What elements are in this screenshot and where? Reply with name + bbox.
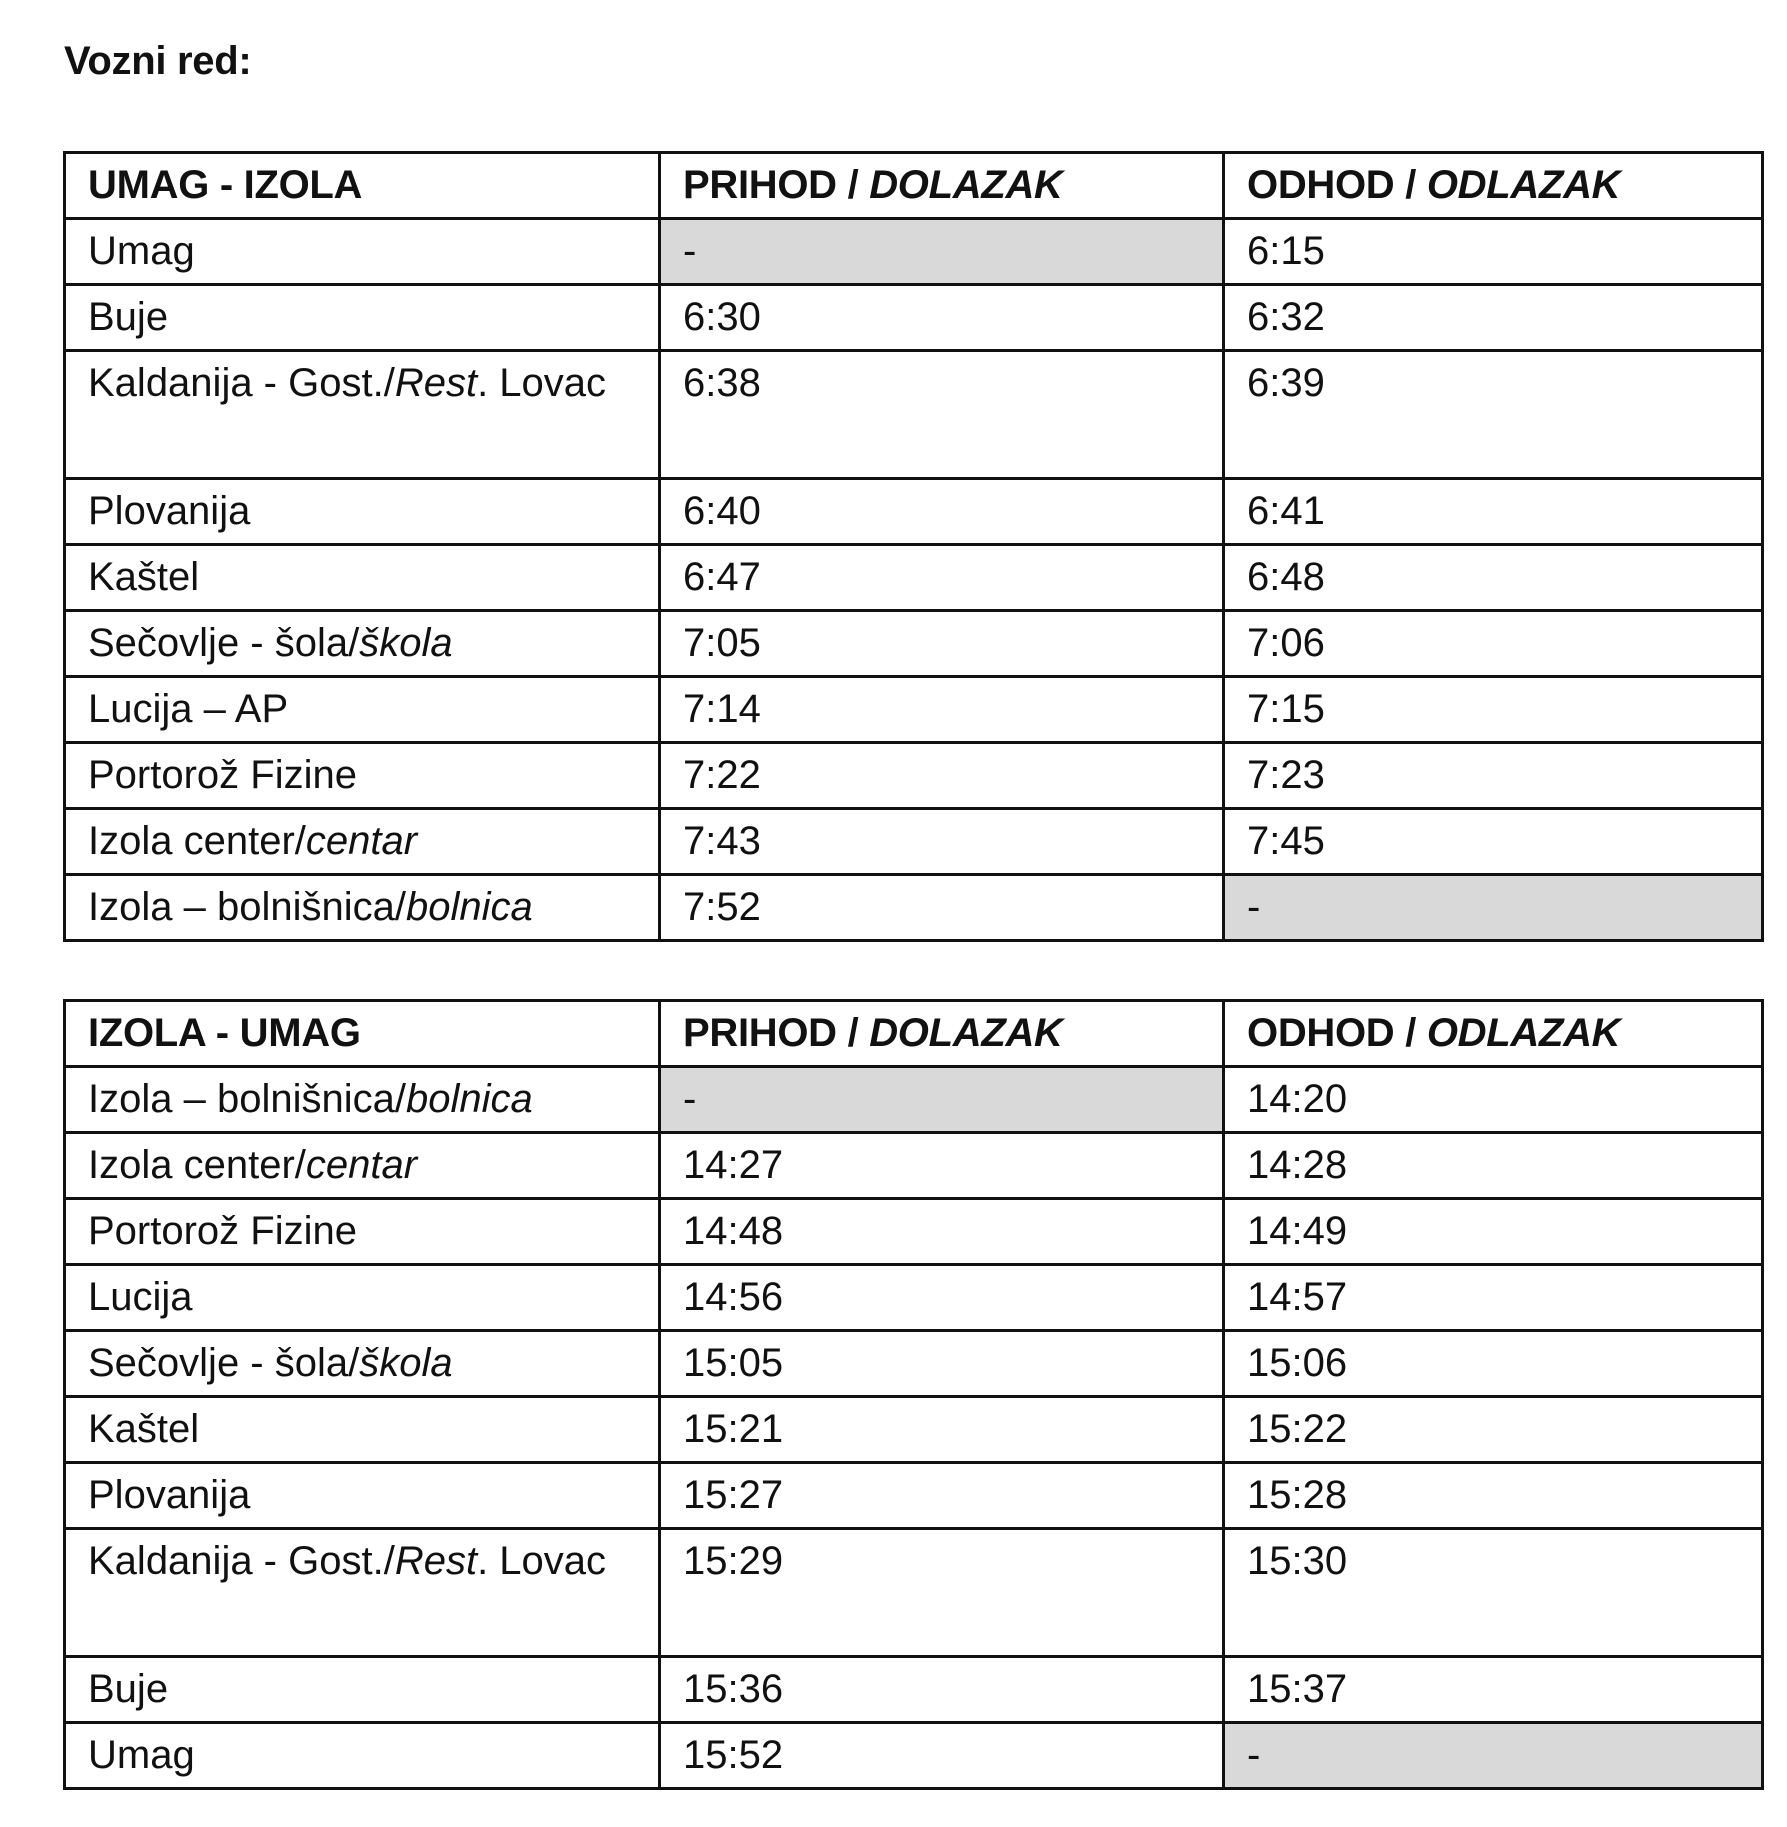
- table-row: [65, 1723, 1763, 1789]
- table-row: [65, 1397, 1763, 1463]
- table-header-row: [65, 153, 1763, 219]
- stop-name: Kaštel: [65, 545, 660, 611]
- arrival-header: PRIHOD / DOLAZAK: [660, 153, 1224, 219]
- departure-time: 15:06: [1224, 1331, 1763, 1397]
- departure-time: 15:22: [1224, 1397, 1763, 1463]
- departure-time: 6:41: [1224, 479, 1763, 545]
- departure-header: ODHOD / ODLAZAK: [1224, 1001, 1763, 1067]
- arrival-time: 7:22: [660, 743, 1224, 809]
- departure-time: -: [1224, 875, 1763, 941]
- departure-time: 14:57: [1224, 1265, 1763, 1331]
- arrival-time: 15:21: [660, 1397, 1224, 1463]
- departure-time: 15:30: [1224, 1529, 1763, 1657]
- table-row: [65, 611, 1763, 677]
- departure-time: 15:28: [1224, 1463, 1763, 1529]
- table-row: [65, 1463, 1763, 1529]
- arrival-time: 6:30: [660, 285, 1224, 351]
- arrival-time: 7:43: [660, 809, 1224, 875]
- table-row: [65, 1133, 1763, 1199]
- departure-time: -: [1224, 1723, 1763, 1789]
- table-row: [65, 479, 1763, 545]
- stop-name: Sečovlje - šola/škola: [65, 1331, 660, 1397]
- departure-time: 14:49: [1224, 1199, 1763, 1265]
- departure-time: 14:28: [1224, 1133, 1763, 1199]
- stop-name: Sečovlje - šola/škola: [65, 611, 660, 677]
- departure-time: 7:06: [1224, 611, 1763, 677]
- table-row: [65, 1067, 1763, 1133]
- arrival-time: 15:27: [660, 1463, 1224, 1529]
- stop-name: Buje: [65, 1657, 660, 1723]
- arrival-time: 15:05: [660, 1331, 1224, 1397]
- table-row: [65, 285, 1763, 351]
- stop-name: Buje: [65, 285, 660, 351]
- arrival-time: 14:56: [660, 1265, 1224, 1331]
- departure-time: 7:45: [1224, 809, 1763, 875]
- arrival-time: 7:52: [660, 875, 1224, 941]
- departure-time: 7:23: [1224, 743, 1763, 809]
- table-header-row: [65, 1001, 1763, 1067]
- arrival-time: -: [660, 219, 1224, 285]
- table-row: [65, 219, 1763, 285]
- table-row: [65, 1657, 1763, 1723]
- stop-name: Izola – bolnišnica/bolnica: [65, 1067, 660, 1133]
- departure-time: 6:48: [1224, 545, 1763, 611]
- stop-name: Kaldanija - Gost./Rest. Lovac: [65, 351, 660, 479]
- stop-name: Plovanija: [65, 479, 660, 545]
- departure-time: 6:39: [1224, 351, 1763, 479]
- table-row: [65, 809, 1763, 875]
- table-row: [65, 545, 1763, 611]
- departure-time: 6:15: [1224, 219, 1763, 285]
- stop-name: Plovanija: [65, 1463, 660, 1529]
- table-row: [65, 351, 1763, 479]
- arrival-time: 7:05: [660, 611, 1224, 677]
- arrival-time: 15:52: [660, 1723, 1224, 1789]
- arrival-time: 14:27: [660, 1133, 1224, 1199]
- stop-name: Kaldanija - Gost./Rest. Lovac: [65, 1529, 660, 1657]
- route-header: IZOLA - UMAG: [65, 1001, 660, 1067]
- stop-name: Portorož Fizine: [65, 743, 660, 809]
- arrival-time: 15:29: [660, 1529, 1224, 1657]
- departure-time: 6:32: [1224, 285, 1763, 351]
- stop-name: Portorož Fizine: [65, 1199, 660, 1265]
- stop-name: Lucija: [65, 1265, 660, 1331]
- table-row: [65, 1529, 1763, 1657]
- arrival-time: 6:47: [660, 545, 1224, 611]
- table-row: [65, 677, 1763, 743]
- arrival-time: 7:14: [660, 677, 1224, 743]
- arrival-time: 14:48: [660, 1199, 1224, 1265]
- page-title: Vozni red:: [64, 39, 252, 83]
- arrival-time: 15:36: [660, 1657, 1224, 1723]
- arrival-time: 6:38: [660, 351, 1224, 479]
- timetable-izola-umag: [63, 999, 1764, 1790]
- stop-name: Umag: [65, 1723, 660, 1789]
- table-row: [65, 743, 1763, 809]
- stop-name: Izola center/centar: [65, 1133, 660, 1199]
- timetable-umag-izola: [63, 151, 1764, 942]
- arrival-header: PRIHOD / DOLAZAK: [660, 1001, 1224, 1067]
- arrival-time: 6:40: [660, 479, 1224, 545]
- departure-header: ODHOD / ODLAZAK: [1224, 153, 1763, 219]
- stop-name: Umag: [65, 219, 660, 285]
- table-row: [65, 1265, 1763, 1331]
- table-row: [65, 1199, 1763, 1265]
- arrival-time: -: [660, 1067, 1224, 1133]
- stop-name: Izola – bolnišnica/bolnica: [65, 875, 660, 941]
- departure-time: 14:20: [1224, 1067, 1763, 1133]
- table-row: [65, 1331, 1763, 1397]
- stop-name: Kaštel: [65, 1397, 660, 1463]
- stop-name: Izola center/centar: [65, 809, 660, 875]
- table-row: [65, 875, 1763, 941]
- stop-name: Lucija – AP: [65, 677, 660, 743]
- route-header: UMAG - IZOLA: [65, 153, 660, 219]
- departure-time: 15:37: [1224, 1657, 1763, 1723]
- departure-time: 7:15: [1224, 677, 1763, 743]
